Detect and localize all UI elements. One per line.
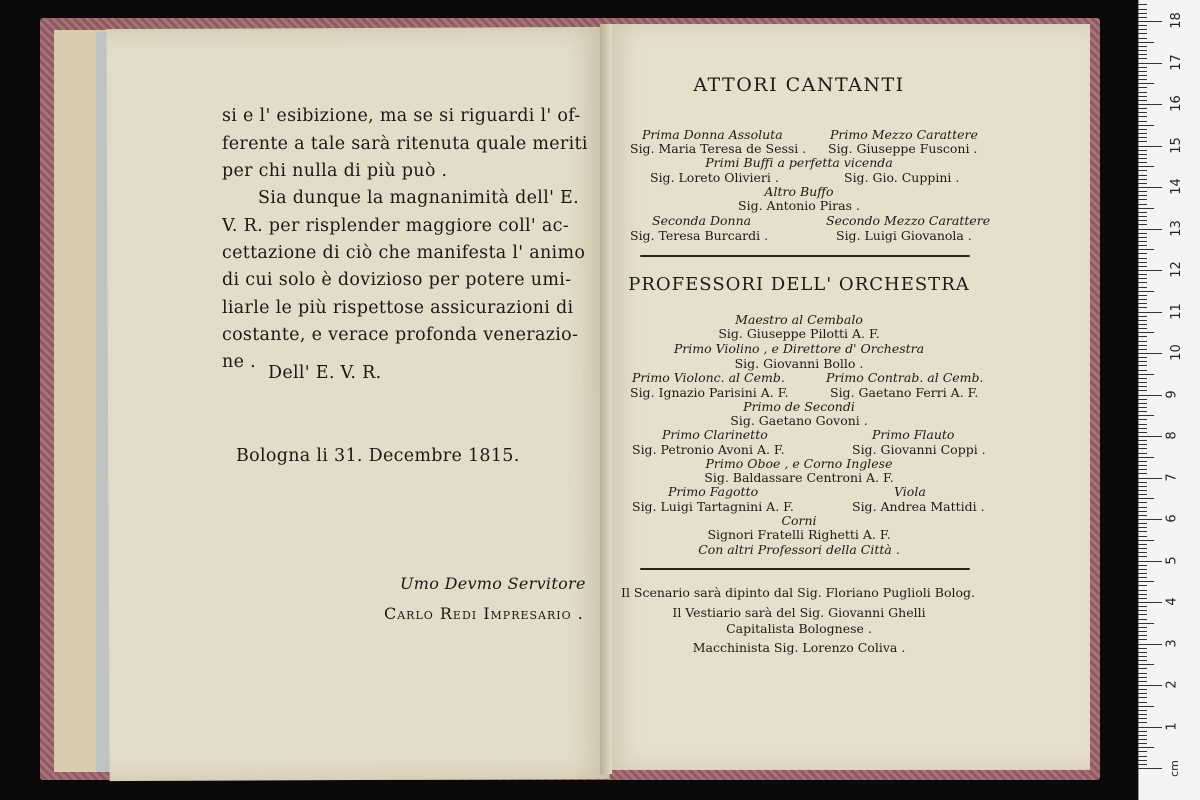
ruler-tick — [1138, 212, 1147, 213]
credit-line: Il Scenario sarà dipinto dal Sig. Floriano Puglioli Bolog. — [621, 585, 975, 600]
performer-name: Sig. Baldassare Centroni A. F. — [704, 470, 894, 485]
credit-line: Il Vestiario sarà del Sig. Giovanni Ghelli — [672, 605, 926, 620]
ruler-tick — [1138, 75, 1147, 76]
ruler-tick — [1138, 689, 1147, 690]
text-line: ferente a tale sarà ritenuta quale meriti — [222, 134, 588, 154]
ruler-tick — [1138, 158, 1147, 159]
role-label: Maestro al Cembalo — [735, 312, 863, 327]
ruler-tick — [1138, 357, 1147, 358]
role-label: Altro Buffo — [764, 184, 834, 199]
ruler-tick — [1138, 183, 1147, 184]
ruler-tick — [1138, 137, 1147, 138]
ruler-number: 5 — [1164, 555, 1180, 565]
performer-name: Sig. Ignazio Parisini A. F. — [630, 385, 789, 400]
role-label: Primo Clarinetto — [662, 427, 768, 442]
ruler-tick — [1138, 594, 1147, 595]
ruler-tick — [1138, 482, 1147, 483]
ruler-tick — [1138, 266, 1147, 267]
ruler-tick — [1138, 668, 1147, 669]
ruler-number: 16 — [1168, 95, 1184, 112]
ruler-tick — [1138, 382, 1147, 383]
ruler-tick — [1138, 133, 1147, 134]
ruler-tick — [1138, 253, 1147, 254]
ruler-tick — [1138, 345, 1147, 346]
ruler-tick — [1138, 324, 1147, 325]
ruler-tick — [1138, 490, 1147, 491]
ruler-tick — [1138, 245, 1147, 246]
text-line: costante, e verace profonda venerazio- — [222, 325, 579, 345]
ruler-tick — [1138, 125, 1154, 126]
ruler-tick — [1138, 175, 1147, 176]
divider-rule — [640, 568, 970, 570]
ruler-unit: cm — [1167, 760, 1181, 777]
role-label: Primo Mezzo Carattere — [830, 127, 978, 142]
ruler-tick — [1138, 473, 1147, 474]
ruler-tick — [1138, 548, 1147, 549]
ruler-tick — [1138, 187, 1162, 188]
ruler-tick — [1138, 9, 1147, 10]
ruler-tick — [1138, 220, 1147, 221]
ruler-tick — [1138, 760, 1147, 761]
ruler-tick — [1138, 747, 1154, 748]
ruler-number: 8 — [1164, 431, 1180, 440]
role-label: Primi Buffi a perfetta vicenda — [705, 155, 893, 170]
ruler-tick — [1138, 399, 1147, 400]
ruler-tick — [1138, 87, 1147, 88]
ruler-tick — [1138, 635, 1147, 636]
book-gutter — [600, 24, 612, 774]
role-label: Primo Oboe , e Corno Inglese — [705, 456, 893, 471]
ruler-tick — [1138, 316, 1147, 317]
performer-name: Sig. Giovanni Bollo . — [734, 356, 864, 371]
ruler-tick — [1138, 727, 1162, 728]
ruler-tick — [1138, 332, 1154, 333]
ruler-tick — [1138, 656, 1147, 657]
text-line: si e l' esibizione, ma se si riguardi l' of- — [222, 106, 581, 126]
ruler-tick — [1138, 141, 1147, 142]
performer-name: Sig. Gaetano Govoni . — [730, 413, 868, 428]
ruler-tick — [1138, 353, 1162, 354]
ruler-tick — [1138, 116, 1147, 117]
ruler-number: 10 — [1168, 344, 1184, 361]
ruler-tick — [1138, 249, 1154, 250]
ruler-tick — [1138, 693, 1147, 694]
text-line: di cui solo è dovizioso per potere umi- — [222, 270, 572, 290]
ruler-tick — [1138, 619, 1147, 620]
ruler-number: 2 — [1164, 680, 1180, 689]
ruler-tick — [1138, 494, 1147, 495]
ruler-tick — [1138, 274, 1147, 275]
ruler-tick — [1138, 606, 1147, 607]
ruler-tick — [1138, 419, 1147, 420]
performer-name: Sig. Petronio Avoni A. F. — [632, 442, 785, 457]
ruler-tick — [1138, 627, 1147, 628]
ruler-number: 4 — [1164, 597, 1180, 606]
ruler-number: 14 — [1168, 178, 1184, 195]
ruler-tick — [1138, 764, 1147, 765]
ruler-tick — [1138, 299, 1147, 300]
ruler-tick — [1138, 38, 1147, 39]
ruler-tick — [1138, 328, 1147, 329]
ruler-tick — [1138, 129, 1147, 130]
ruler-tick — [1138, 395, 1162, 396]
ruler-tick — [1138, 162, 1147, 163]
ruler-tick — [1138, 453, 1147, 454]
ruler-tick — [1138, 519, 1162, 520]
ruler-tick — [1138, 287, 1147, 288]
ruler-tick — [1138, 590, 1147, 591]
performer-name: Sig. Andrea Mattidi . — [852, 499, 985, 514]
date-line: Bologna li 31. Decembre 1815. — [236, 446, 520, 466]
ruler-tick — [1138, 146, 1162, 147]
ruler-tick — [1138, 241, 1147, 242]
ruler-tick — [1138, 349, 1147, 350]
ruler-tick — [1138, 540, 1154, 541]
ruler-tick — [1138, 58, 1147, 59]
ruler-tick — [1138, 150, 1147, 151]
ruler-tick — [1138, 523, 1147, 524]
ruler-tick — [1138, 54, 1147, 55]
ruler-tick — [1138, 63, 1162, 64]
ruler-tick — [1138, 270, 1162, 271]
role-label: Seconda Donna — [652, 213, 752, 228]
ruler-tick — [1138, 556, 1147, 557]
ruler-tick — [1138, 706, 1154, 707]
ruler-tick — [1138, 170, 1147, 171]
role-label: Primo Violino , e Direttore d' Orchestra — [673, 341, 925, 356]
ruler-tick — [1138, 478, 1162, 479]
role-label: Prima Donna Assoluta — [642, 127, 783, 142]
text-line: cettazione di ciò che manifesta l' animo — [222, 243, 586, 263]
ruler-tick — [1138, 565, 1147, 566]
role-label: Primo Contrab. al Cemb. — [826, 370, 984, 385]
ruler-number: 12 — [1168, 261, 1184, 278]
performer-name: Sig. Giuseppe Pilotti A. F. — [718, 326, 880, 341]
ruler-tick — [1138, 386, 1147, 387]
role-label: Corni — [781, 513, 817, 528]
ruler-tick — [1138, 108, 1147, 109]
ruler-tick — [1138, 610, 1147, 611]
performer-name: Sig. Luigi Giovanola . — [836, 228, 972, 243]
ruler-tick — [1138, 527, 1147, 528]
ruler-tick — [1138, 336, 1147, 337]
ruler-tick — [1138, 303, 1147, 304]
text-line: ne . — [222, 352, 256, 372]
ruler-tick — [1138, 577, 1147, 578]
ruler-tick — [1138, 33, 1147, 34]
ruler-tick — [1138, 644, 1162, 645]
ruler-number: 9 — [1164, 389, 1180, 399]
ruler-tick — [1138, 544, 1147, 545]
ruler-tick — [1138, 361, 1147, 362]
ruler-tick — [1138, 71, 1147, 72]
ruler-tick — [1138, 4, 1147, 5]
ruler-tick — [1138, 639, 1147, 640]
credit-line: Capitalista Bolognese . — [726, 621, 872, 636]
ruler-tick — [1138, 262, 1147, 263]
ruler-tick — [1138, 403, 1147, 404]
ruler-tick — [1138, 390, 1147, 391]
role-label: Secondo Mezzo Carattere — [826, 213, 991, 228]
ruler-tick — [1138, 365, 1147, 366]
text-line: per chi nulla di più può . — [222, 161, 448, 181]
ruler-tick — [1138, 440, 1147, 441]
ruler-number: 18 — [1168, 12, 1184, 29]
signature-line: Carlo Redi Impresario . — [384, 604, 584, 623]
ruler-tick — [1138, 743, 1147, 744]
text-line: Sia dunque la magnanimità dell' E. — [258, 188, 579, 208]
ruler-tick — [1138, 486, 1147, 487]
role-label: Primo de Secondi — [743, 399, 855, 414]
ruler-tick — [1138, 573, 1147, 574]
text-line: V. R. per risplender maggiore coll' ac- — [222, 216, 569, 236]
ruler-tick — [1138, 21, 1162, 22]
text-line: liarle le più rispettose assicurazioni di — [222, 298, 574, 318]
ruler-tick — [1138, 536, 1147, 537]
performer-name: Signori Fratelli Righetti A. F. — [707, 527, 891, 542]
ruler-tick — [1138, 465, 1147, 466]
ruler-number: 11 — [1168, 302, 1184, 320]
ruler-tick — [1138, 92, 1147, 93]
ruler-tick — [1138, 515, 1147, 516]
ruler-tick — [1138, 631, 1147, 632]
ruler-tick — [1138, 702, 1147, 703]
performer-name: Sig. Giuseppe Fusconi . — [828, 141, 978, 156]
ruler-tick — [1138, 664, 1154, 665]
credit-line: Macchinista Sig. Lorenzo Coliva . — [692, 640, 906, 655]
ruler-tick — [1138, 436, 1162, 437]
performer-name: Sig. Antonio Piras . — [738, 198, 860, 213]
role-label: Primo Fagotto — [668, 484, 759, 499]
attori-title: ATTORI CANTANTI — [693, 74, 905, 96]
ruler-tick — [1138, 121, 1147, 122]
ruler-tick — [1138, 96, 1147, 97]
ruler-tick — [1138, 677, 1147, 678]
ruler-tick — [1138, 229, 1162, 230]
ruler-tick — [1138, 204, 1147, 205]
orchestra-title: PROFESSORI DELL' ORCHESTRA — [628, 274, 970, 295]
ruler-tick — [1138, 585, 1147, 586]
ruler-tick — [1138, 42, 1154, 43]
ruler-tick — [1138, 673, 1147, 674]
performer-name: Sig. Giovanni Coppi . — [852, 442, 986, 457]
ruler-tick — [1138, 502, 1147, 503]
ruler-tick — [1138, 415, 1154, 416]
ruler-tick — [1138, 461, 1147, 462]
performer-name: Sig. Teresa Burcardi . — [630, 228, 769, 243]
performer-name: Sig. Luigi Tartagnini A. F. — [632, 499, 794, 514]
ruler-tick — [1138, 598, 1147, 599]
ruler-tick — [1138, 83, 1154, 84]
ruler-tick — [1138, 731, 1147, 732]
ruler-tick — [1138, 722, 1147, 723]
ruler-tick — [1138, 469, 1147, 470]
ruler-tick — [1138, 444, 1147, 445]
ruler-number: 6 — [1164, 514, 1180, 523]
ruler-tick — [1138, 407, 1147, 408]
ruler-tick — [1138, 100, 1147, 101]
ruler-number: 7 — [1164, 472, 1180, 482]
ruler-tick — [1138, 258, 1147, 259]
ruler-tick — [1138, 756, 1147, 757]
ruler-tick — [1138, 569, 1147, 570]
ruler-tick — [1138, 278, 1147, 279]
ruler-tick — [1138, 448, 1147, 449]
ruler-tick — [1138, 648, 1147, 649]
ruler-tick — [1138, 531, 1147, 532]
ruler-tick — [1138, 623, 1154, 624]
divider-rule — [640, 255, 970, 257]
ruler-tick — [1138, 411, 1147, 412]
ruler-tick — [1138, 581, 1154, 582]
ruler-number: 17 — [1168, 53, 1184, 71]
ruler-tick — [1138, 735, 1147, 736]
ruler-tick — [1138, 432, 1147, 433]
ruler-tick — [1138, 46, 1147, 47]
ruler-tick — [1138, 13, 1147, 14]
performer-name: Sig. Gaetano Ferri A. F. — [830, 385, 979, 400]
ruler-tick — [1138, 341, 1147, 342]
ruler-tick — [1138, 660, 1147, 661]
ruler-tick — [1138, 768, 1162, 769]
ruler-tick — [1138, 507, 1147, 508]
performer-name: Sig. Gio. Cuppini . — [844, 170, 960, 185]
ruler-tick — [1138, 291, 1154, 292]
ruler-tick — [1138, 751, 1147, 752]
ruler-number: 15 — [1168, 136, 1184, 154]
ruler-tick — [1138, 681, 1147, 682]
ruler-tick — [1138, 233, 1147, 234]
ruler-tick — [1138, 457, 1154, 458]
closing-line: Umo Devmo Servitore — [400, 574, 586, 593]
ruler-tick — [1138, 652, 1147, 653]
text-line: Dell' E. V. R. — [268, 363, 382, 383]
ruler-tick — [1138, 739, 1147, 740]
ruler-tick — [1138, 104, 1162, 105]
ruler-tick — [1138, 216, 1147, 217]
ruler-tick — [1138, 50, 1147, 51]
ruler-tick — [1138, 561, 1162, 562]
ruler-tick — [1138, 374, 1154, 375]
ruler-number: 3 — [1164, 638, 1180, 648]
performer-name: Sig. Maria Teresa de Sessi . — [630, 141, 807, 156]
ruler-tick — [1138, 697, 1147, 698]
ruler-tick — [1138, 224, 1147, 225]
ruler-tick — [1138, 179, 1147, 180]
ruler-tick — [1138, 378, 1147, 379]
ruler-tick — [1138, 166, 1154, 167]
ruler-tick — [1138, 710, 1147, 711]
ruler-tick — [1138, 67, 1147, 68]
ruler-tick — [1138, 552, 1147, 553]
role-label: Viola — [894, 484, 926, 499]
ruler-tick — [1138, 25, 1147, 26]
ruler-tick — [1138, 614, 1147, 615]
ruler-tick — [1138, 17, 1147, 18]
ruler-tick — [1138, 511, 1147, 512]
ruler-tick — [1138, 208, 1154, 209]
ruler-tick — [1138, 282, 1147, 283]
ruler-tick — [1138, 237, 1147, 238]
ruler-tick — [1138, 718, 1147, 719]
ruler-tick — [1138, 685, 1162, 686]
ruler-tick — [1138, 29, 1147, 30]
ruler-tick — [1138, 195, 1147, 196]
ruler-tick — [1138, 191, 1147, 192]
ruler-tick — [1138, 498, 1154, 499]
ruler-tick — [1138, 370, 1147, 371]
ruler-tick — [1138, 428, 1147, 429]
role-label: Primo Flauto — [872, 427, 955, 442]
ruler-number: 13 — [1168, 219, 1184, 237]
ruler-tick — [1138, 320, 1147, 321]
ruler-tick — [1138, 79, 1147, 80]
ruler-tick — [1138, 312, 1162, 313]
ruler-tick — [1138, 602, 1162, 603]
ruler-number: 1 — [1164, 721, 1180, 731]
ruler-tick — [1138, 154, 1147, 155]
closing-note: Con altri Professori della Città . — [698, 542, 900, 557]
role-label: Primo Violonc. al Cemb. — [632, 370, 785, 385]
ruler-tick — [1138, 714, 1147, 715]
performer-name: Sig. Loreto Olivieri . — [650, 170, 779, 185]
ruler-tick — [1138, 424, 1147, 425]
ruler-tick — [1138, 307, 1147, 308]
ruler-tick — [1138, 112, 1147, 113]
ruler-tick — [1138, 295, 1147, 296]
ruler-tick — [1138, 199, 1147, 200]
